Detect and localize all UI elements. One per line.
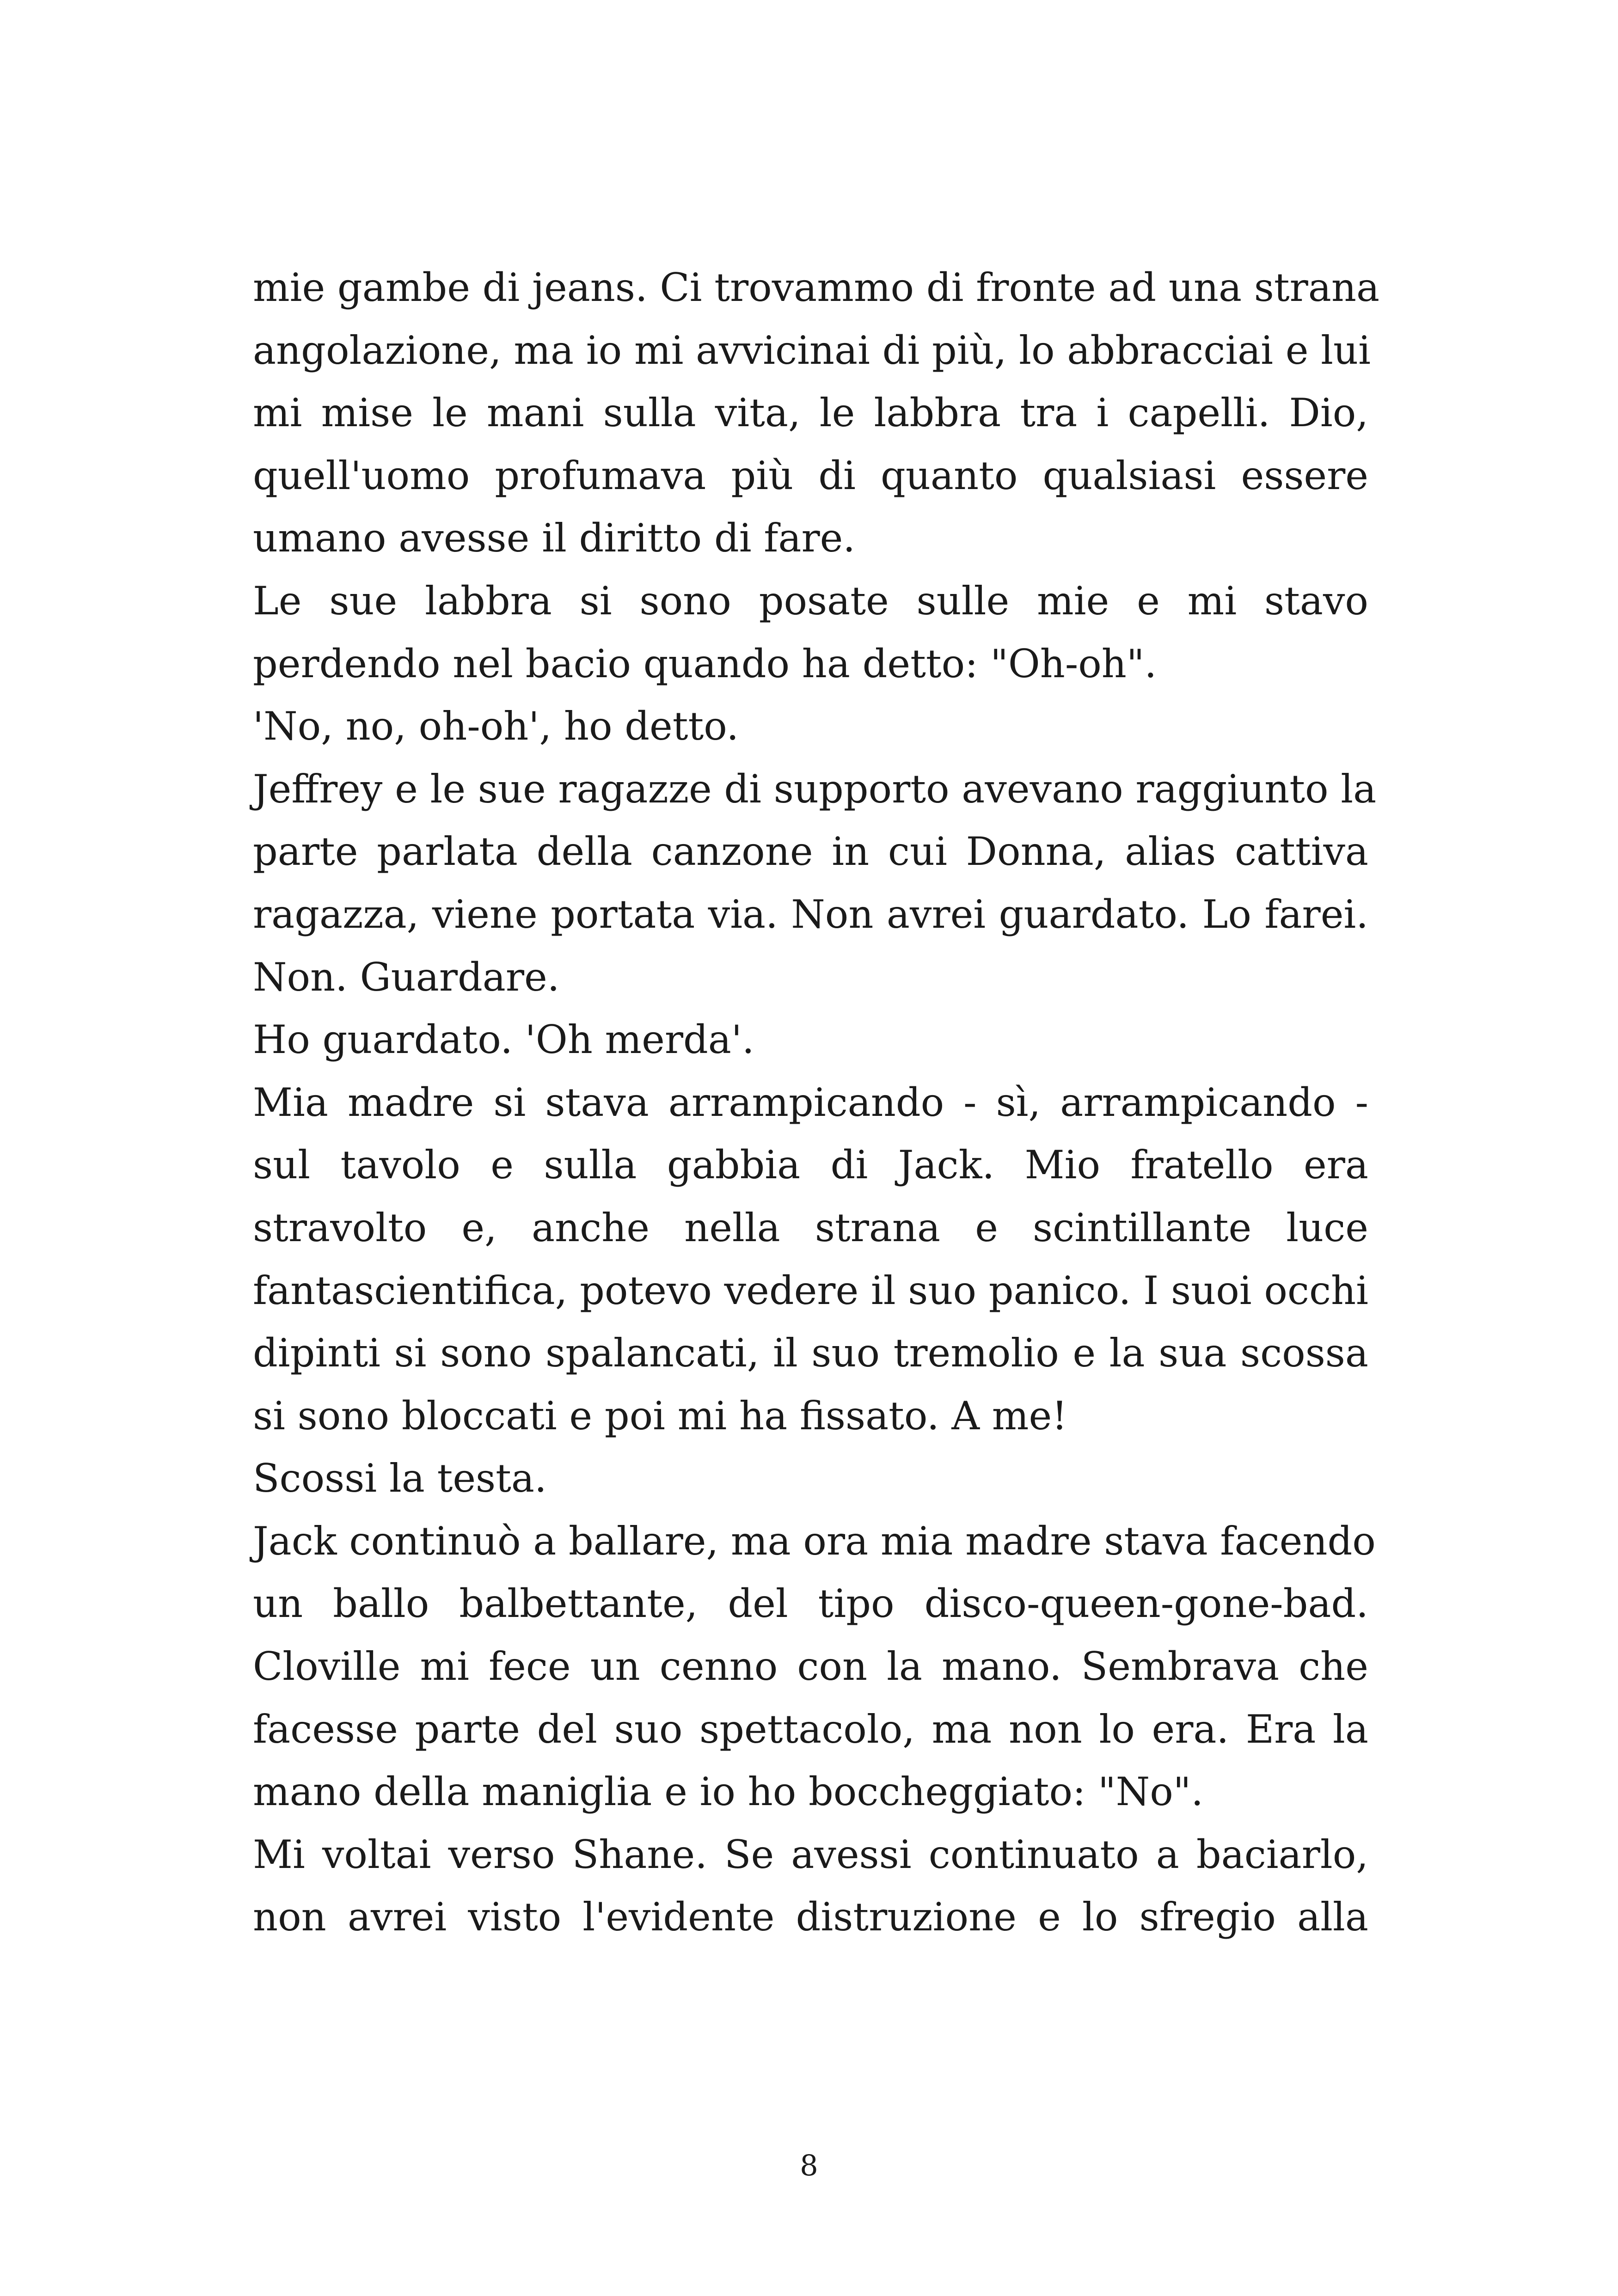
text-line: Jack continuò a ballare, ma ora mia madre stava facendo bbox=[253, 1518, 1376, 1564]
text-line: perdendo nel bacio quando ha detto: "Oh-oh". bbox=[253, 641, 1157, 686]
text-line: Cloville mi fece un cenno con la mano. Sembrava che bbox=[253, 1644, 1368, 1690]
text-line: Ho guardato. 'Oh merda'. bbox=[253, 1017, 754, 1063]
text-line: si sono bloccati e poi mi ha fissato. A me! bbox=[253, 1393, 1067, 1439]
text-line: Scossi la testa. bbox=[253, 1456, 547, 1501]
text-line: Non. Guardare. bbox=[253, 954, 560, 1000]
text-line: mi mise le mani sulla vita, le labbra tra i capelli. Dio, bbox=[253, 390, 1368, 436]
body-text bbox=[253, 257, 1380, 1949]
text-line: Mi voltai verso Shane. Se avessi continuato a baciarlo, bbox=[253, 1831, 1368, 1877]
text-line: ragazza, viene portata via. Non avrei guardato. Lo farei. bbox=[253, 891, 1368, 937]
text-line: un ballo balbettante, del tipo disco-queen-gone-bad. bbox=[253, 1581, 1368, 1627]
text-line: fantascientifica, potevo vedere il suo panico. I suoi occhi bbox=[253, 1267, 1368, 1313]
page-number: 8 bbox=[800, 2149, 818, 2182]
text-line: dipinti si sono spalancati, il suo tremolio e la sua scossa bbox=[253, 1330, 1368, 1376]
text-line: facesse parte del suo spettacolo, ma non lo era. Era la bbox=[253, 1706, 1368, 1752]
text-line: stravolto e, anche nella strana e scintillante luce bbox=[253, 1205, 1368, 1250]
text-line: non avrei visto l'evidente distruzione e lo sfregio alla bbox=[253, 1894, 1368, 1940]
text-line: mano della maniglia e io ho boccheggiato: "No". bbox=[253, 1769, 1204, 1815]
text-line: parte parlata della canzone in cui Donna, alias cattiva bbox=[253, 829, 1368, 875]
text-line: 'No, no, oh-oh', ho detto. bbox=[253, 704, 739, 749]
text-line: Mia madre si stava arrampicando - sì, arrampicando - bbox=[253, 1079, 1368, 1125]
text-line: mie gambe di jeans. Ci trovammo di fronte ad una strana bbox=[253, 265, 1380, 310]
text-line: quell'uomo profumava più di quanto qualsiasi essere bbox=[253, 453, 1368, 498]
text-line: Jeffrey e le sue ragazze di supporto avevano raggiunto la bbox=[253, 766, 1377, 812]
text-line: Le sue labbra si sono posate sulle mie e mi stavo bbox=[253, 578, 1368, 624]
text-line: umano avesse il diritto di fare. bbox=[253, 515, 856, 561]
text-line: angolazione, ma io mi avvicinai di più, lo abbracciai e lui bbox=[253, 327, 1371, 373]
text-line: sul tavolo e sulla gabbia di Jack. Mio fratello era bbox=[253, 1142, 1368, 1188]
